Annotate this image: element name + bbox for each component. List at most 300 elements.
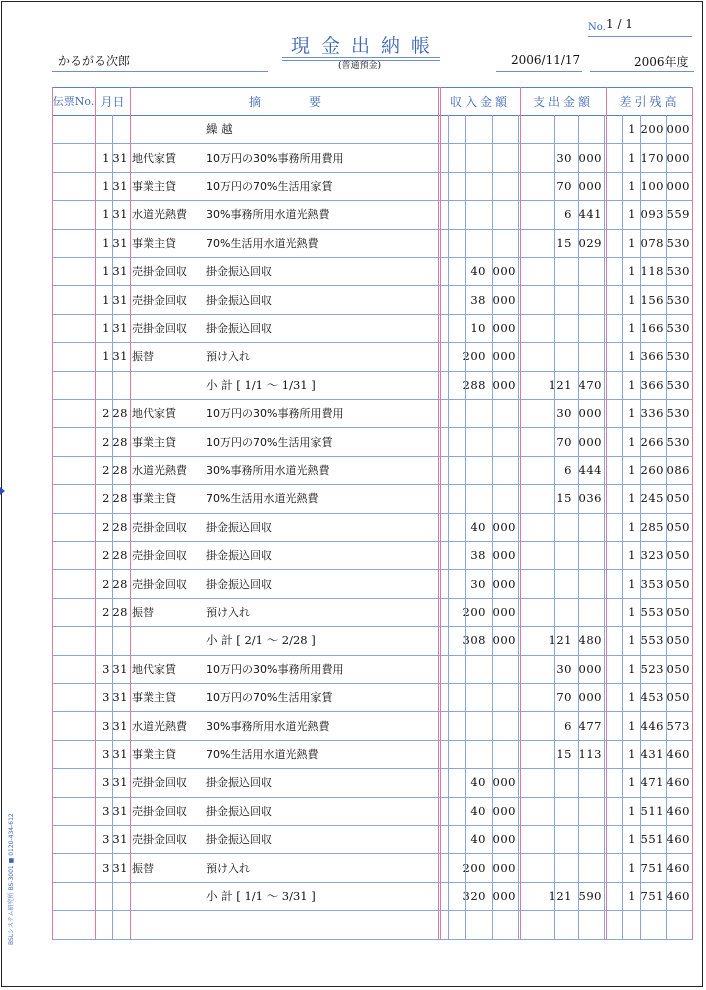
cell-inc-l bbox=[492, 484, 518, 512]
cell-bal-m: 1 bbox=[628, 888, 636, 903]
cell-m: 1 bbox=[102, 150, 110, 165]
cell-desc: 掛金振込回収 bbox=[206, 833, 272, 847]
cell-inc-l: 000 bbox=[492, 888, 516, 903]
cell-m: 3 bbox=[102, 690, 110, 705]
cell-inc-l bbox=[492, 655, 518, 683]
column-divider bbox=[578, 115, 579, 939]
row-divider bbox=[52, 882, 693, 883]
cell-bal-l: 530 bbox=[666, 377, 690, 392]
cell-d bbox=[112, 371, 130, 399]
cell-desc bbox=[206, 910, 438, 938]
cell-d: 28 bbox=[112, 462, 128, 477]
cell-account: 売掛金回収 bbox=[132, 833, 187, 847]
column-divider bbox=[440, 87, 441, 939]
row-divider bbox=[52, 314, 693, 315]
cell-desc: 繰 越 bbox=[206, 122, 233, 137]
cell-exp-h: 70 bbox=[556, 690, 572, 705]
cell-exp-h: 70 bbox=[556, 178, 572, 193]
cell-d: 31 bbox=[112, 207, 128, 222]
cell-desc: 掛金振込回収 bbox=[206, 265, 272, 279]
cell-bal-h: 751 bbox=[640, 860, 664, 875]
row-divider bbox=[52, 541, 693, 542]
cell-m: 1 bbox=[102, 349, 110, 364]
cell-inc-h: 200 bbox=[462, 349, 486, 364]
cell-bal-m: 1 bbox=[628, 633, 636, 648]
cell-desc: 小 計 [ 2/1 ～ 2/28 ] bbox=[206, 633, 316, 648]
cell-exp-l bbox=[578, 797, 604, 825]
cell-bal-m: 1 bbox=[628, 349, 636, 364]
cell-inc-h: 320 bbox=[462, 888, 486, 903]
cell-account: 水道光熱費 bbox=[132, 463, 187, 477]
row-divider bbox=[52, 257, 693, 258]
cell-inc-l: 000 bbox=[492, 320, 516, 335]
row-divider bbox=[52, 939, 693, 940]
cell-account: 振替 bbox=[132, 350, 154, 364]
cell-bal-h: 553 bbox=[640, 633, 664, 648]
row-divider bbox=[52, 569, 693, 570]
cell-exp-l bbox=[578, 257, 604, 285]
row-divider bbox=[52, 484, 693, 485]
ledger-row bbox=[52, 626, 693, 654]
column-header-summary: 摘 要 bbox=[248, 94, 321, 109]
cell-m: 2 bbox=[102, 548, 110, 563]
cell-exp-l: 480 bbox=[578, 633, 602, 648]
row-divider bbox=[52, 513, 693, 514]
cell-inc-l: 000 bbox=[492, 264, 516, 279]
cell-account: 売掛金回収 bbox=[132, 577, 187, 591]
cell-desc: 掛金振込回収 bbox=[206, 293, 272, 307]
cell-account: 売掛金回収 bbox=[132, 549, 187, 563]
cell-exp-h bbox=[520, 569, 576, 597]
cell-exp-h: 121 bbox=[548, 633, 572, 648]
cell-exp-l: 036 bbox=[578, 491, 602, 506]
ledger-row bbox=[52, 853, 693, 881]
ledger-row bbox=[52, 371, 693, 399]
cell-inc-h: 288 bbox=[462, 377, 486, 392]
cell-m: 2 bbox=[102, 434, 110, 449]
cell-inc-h: 38 bbox=[470, 292, 486, 307]
cell-bal-m: 1 bbox=[628, 860, 636, 875]
cell-exp-l: 000 bbox=[578, 434, 602, 449]
cell-exp-h: 70 bbox=[556, 434, 572, 449]
cell-bal-m: 1 bbox=[628, 150, 636, 165]
cell-inc-l: 000 bbox=[492, 576, 516, 591]
ledger-row bbox=[52, 655, 693, 683]
cell-exp-h: 30 bbox=[556, 150, 572, 165]
cell-d: 31 bbox=[112, 718, 128, 733]
cell-exp-h: 30 bbox=[556, 661, 572, 676]
cell-exp-l bbox=[578, 314, 604, 342]
cell-desc: 10万円の30%事務所用費用 bbox=[206, 407, 344, 421]
cell-bal-m: 1 bbox=[628, 548, 636, 563]
column-divider bbox=[112, 115, 113, 939]
cell-bal-l: 050 bbox=[666, 519, 690, 534]
cell-desc: 預け入れ bbox=[206, 605, 250, 619]
cell-m: 1 bbox=[102, 207, 110, 222]
column-header-balance: 差引残高 bbox=[619, 94, 680, 109]
cell-m: 2 bbox=[102, 604, 110, 619]
cell-account: 事業主貸 bbox=[132, 691, 176, 705]
cell-bal-l: 050 bbox=[666, 661, 690, 676]
cell-m bbox=[95, 115, 112, 143]
cell-m: 2 bbox=[102, 491, 110, 506]
cell-d: 31 bbox=[112, 292, 128, 307]
cell-exp-h bbox=[520, 257, 576, 285]
cell-account bbox=[132, 882, 204, 910]
cell-inc-l: 000 bbox=[492, 775, 516, 790]
row-divider bbox=[52, 143, 693, 144]
cell-inc-h: 10 bbox=[470, 320, 486, 335]
cell-bal-m: 1 bbox=[628, 661, 636, 676]
cell-desc: 10万円の30%事務所用費用 bbox=[206, 151, 344, 165]
cell-exp-h bbox=[520, 115, 576, 143]
publisher-note: BSLシステム研究所 BS-3001 ■ 0120-434-612 bbox=[8, 813, 15, 945]
cell-bal-m: 1 bbox=[628, 746, 636, 761]
cell-bal-h: 285 bbox=[640, 519, 664, 534]
ledger-row bbox=[52, 200, 693, 228]
cell-bal-h: 446 bbox=[640, 718, 664, 733]
cell-bal-h: 156 bbox=[640, 292, 664, 307]
cell-bal-h: 471 bbox=[640, 775, 664, 790]
cell-bal-m bbox=[606, 910, 640, 938]
cell-m: 1 bbox=[102, 292, 110, 307]
row-divider bbox=[52, 910, 693, 911]
cell-bal-m: 1 bbox=[628, 775, 636, 790]
row-divider bbox=[52, 285, 693, 286]
cell-bal-l: 000 bbox=[666, 122, 690, 137]
cell-exp-l bbox=[578, 768, 604, 796]
cell-d: 31 bbox=[112, 320, 128, 335]
cell-m bbox=[95, 910, 112, 938]
column-divider bbox=[52, 87, 53, 939]
cell-bal-h: 551 bbox=[640, 832, 664, 847]
row-divider bbox=[52, 427, 693, 428]
cell-m: 3 bbox=[102, 832, 110, 847]
cell-m bbox=[95, 626, 112, 654]
cell-desc: 掛金振込回収 bbox=[206, 577, 272, 591]
cell-bal-l: 573 bbox=[666, 718, 690, 733]
cell-m: 3 bbox=[102, 775, 110, 790]
ledger-row bbox=[52, 569, 693, 597]
cell-bal-m: 1 bbox=[628, 803, 636, 818]
company-underline bbox=[52, 71, 268, 72]
cell-bal-h: 093 bbox=[640, 207, 664, 222]
ledger-subtitle: (普通預金) bbox=[338, 61, 382, 71]
cell-account: 振替 bbox=[132, 605, 154, 619]
cell-d: 31 bbox=[112, 832, 128, 847]
row-divider bbox=[52, 711, 693, 712]
ledger-row bbox=[52, 711, 693, 739]
cell-exp-l bbox=[578, 513, 604, 541]
cell-m: 2 bbox=[102, 576, 110, 591]
cell-d: 28 bbox=[112, 576, 128, 591]
ledger-row bbox=[52, 115, 693, 143]
cell-d: 28 bbox=[112, 406, 128, 421]
cell-bal-h: 170 bbox=[640, 150, 664, 165]
cell-inc-h: 308 bbox=[462, 633, 486, 648]
cell-exp-l bbox=[578, 825, 604, 853]
cell-bal-h: 100 bbox=[640, 178, 664, 193]
column-divider bbox=[448, 115, 449, 939]
cell-account: 売掛金回収 bbox=[132, 265, 187, 279]
cell-bal-m: 1 bbox=[628, 576, 636, 591]
row-divider bbox=[52, 853, 693, 854]
cell-bal-m: 1 bbox=[628, 718, 636, 733]
column-divider bbox=[465, 115, 466, 939]
cell-account bbox=[132, 626, 204, 654]
cell-bal-h: 523 bbox=[640, 661, 664, 676]
cell-bal-m: 1 bbox=[628, 462, 636, 477]
cell-bal-l: 530 bbox=[666, 406, 690, 421]
cell-desc: 30%事務所用水道光熱費 bbox=[206, 719, 330, 733]
cell-inc-l bbox=[492, 143, 518, 171]
ledger-row bbox=[52, 172, 693, 200]
ledger-row bbox=[52, 683, 693, 711]
row-divider bbox=[52, 456, 693, 457]
cell-inc-l bbox=[492, 200, 518, 228]
cell-d: 31 bbox=[112, 746, 128, 761]
column-header-slip-no: 伝票No. bbox=[52, 95, 95, 108]
cell-inc-l bbox=[492, 427, 518, 455]
cell-m: 2 bbox=[102, 406, 110, 421]
cell-exp-h: 15 bbox=[556, 746, 572, 761]
ledger-row bbox=[52, 285, 693, 313]
column-divider bbox=[518, 115, 519, 939]
ledger-row bbox=[52, 314, 693, 342]
cell-desc: 掛金振込回収 bbox=[206, 776, 272, 790]
cell-bal-h: 511 bbox=[640, 803, 664, 818]
row-divider bbox=[52, 172, 693, 173]
cell-desc: 小 計 [ 1/1 ～ 1/31 ] bbox=[206, 377, 316, 392]
cell-inc-l: 000 bbox=[492, 349, 516, 364]
column-divider bbox=[492, 115, 493, 939]
cell-exp-l bbox=[578, 541, 604, 569]
cell-desc: 30%事務所用水道光熱費 bbox=[206, 463, 330, 477]
cell-inc-l bbox=[492, 711, 518, 739]
cell-m: 3 bbox=[102, 661, 110, 676]
cell-exp-l: 000 bbox=[578, 150, 602, 165]
column-divider bbox=[604, 115, 605, 939]
cell-exp-l: 000 bbox=[578, 661, 602, 676]
cell-bal-h: 431 bbox=[640, 746, 664, 761]
cell-inc-l bbox=[492, 740, 518, 768]
ledger-row bbox=[52, 740, 693, 768]
cell-bal-m: 1 bbox=[628, 377, 636, 392]
fiscal-year: 2006年度 bbox=[634, 55, 689, 69]
row-divider bbox=[52, 825, 693, 826]
cell-bal-l: 460 bbox=[666, 746, 690, 761]
cell-bal-h: 366 bbox=[640, 377, 664, 392]
cell-exp-h bbox=[520, 342, 576, 370]
row-divider bbox=[52, 740, 693, 741]
cell-desc: 70%生活用水道光熱費 bbox=[206, 747, 319, 761]
column-header-month-day: 月日 bbox=[100, 94, 125, 109]
ledger-row bbox=[52, 484, 693, 512]
page-number-label: No. bbox=[588, 22, 606, 33]
cell-inc-h: 200 bbox=[462, 860, 486, 875]
cell-exp-l bbox=[578, 910, 604, 938]
cell-bal-m: 1 bbox=[628, 434, 636, 449]
cell-account: 売掛金回収 bbox=[132, 321, 187, 335]
cell-inc-h: 38 bbox=[470, 548, 486, 563]
cell-bal-h: 336 bbox=[640, 406, 664, 421]
cell-account: 振替 bbox=[132, 861, 154, 875]
cell-desc: 預け入れ bbox=[206, 861, 250, 875]
cell-desc: 掛金振込回収 bbox=[206, 804, 272, 818]
column-divider bbox=[692, 87, 693, 939]
cell-m: 1 bbox=[102, 320, 110, 335]
ledger-row bbox=[52, 910, 693, 938]
cell-inc-l: 000 bbox=[492, 633, 516, 648]
row-divider bbox=[52, 229, 693, 230]
column-divider bbox=[606, 87, 607, 939]
cell-d bbox=[112, 882, 130, 910]
cell-d: 31 bbox=[112, 349, 128, 364]
column-divider bbox=[622, 115, 623, 939]
cell-exp-l: 000 bbox=[578, 690, 602, 705]
cell-bal-h: 453 bbox=[640, 690, 664, 705]
cell-bal-m: 1 bbox=[628, 264, 636, 279]
row-divider bbox=[52, 371, 693, 372]
cell-bal-l: 559 bbox=[666, 207, 690, 222]
cell-m: 3 bbox=[102, 718, 110, 733]
cell-inc-h: 40 bbox=[470, 519, 486, 534]
cell-bal-h: 166 bbox=[640, 320, 664, 335]
cell-desc: 小 計 [ 1/1 ～ 3/31 ] bbox=[206, 888, 316, 903]
cell-m: 2 bbox=[102, 462, 110, 477]
cell-d: 31 bbox=[112, 775, 128, 790]
cell-account: 売掛金回収 bbox=[132, 776, 187, 790]
page-number: 1 / 1 bbox=[606, 17, 633, 31]
column-header-expense: 支出金額 bbox=[532, 94, 593, 109]
cell-bal-m: 1 bbox=[628, 690, 636, 705]
cell-inc-l bbox=[492, 910, 518, 938]
cell-account bbox=[132, 115, 204, 143]
ledger-row bbox=[52, 229, 693, 257]
cell-bal-h: 366 bbox=[640, 349, 664, 364]
cell-desc: 預け入れ bbox=[206, 350, 250, 364]
row-divider bbox=[52, 342, 693, 343]
row-divider bbox=[52, 399, 693, 400]
cell-exp-h bbox=[520, 598, 576, 626]
cell-exp-h bbox=[520, 910, 576, 938]
column-divider bbox=[520, 87, 521, 939]
cell-exp-h bbox=[520, 541, 576, 569]
cell-inc-l: 000 bbox=[492, 292, 516, 307]
cell-account: 水道光熱費 bbox=[132, 719, 187, 733]
cell-d: 28 bbox=[112, 604, 128, 619]
cell-bal-l: 460 bbox=[666, 888, 690, 903]
cell-desc: 10万円の70%生活用家賃 bbox=[206, 179, 333, 193]
cell-bal-m: 1 bbox=[628, 519, 636, 534]
cell-exp-h: 6 bbox=[564, 462, 572, 477]
cell-m: 1 bbox=[102, 264, 110, 279]
cell-inc-l bbox=[492, 456, 518, 484]
cell-desc: 掛金振込回収 bbox=[206, 321, 272, 335]
cell-exp-l bbox=[578, 285, 604, 313]
column-divider bbox=[640, 115, 641, 939]
ledger-row bbox=[52, 598, 693, 626]
cell-exp-l bbox=[578, 115, 604, 143]
cell-desc: 70%生活用水道光熱費 bbox=[206, 492, 319, 506]
cell-bal-m: 1 bbox=[628, 604, 636, 619]
cell-d: 31 bbox=[112, 235, 128, 250]
cell-bal-h: 353 bbox=[640, 576, 664, 591]
cell-d: 31 bbox=[112, 661, 128, 676]
cell-exp-l: 113 bbox=[578, 746, 602, 761]
column-divider bbox=[95, 87, 96, 939]
cell-m bbox=[95, 371, 112, 399]
ledger-row bbox=[52, 399, 693, 427]
ledger-row bbox=[52, 882, 693, 910]
cell-inc-l bbox=[492, 229, 518, 257]
cell-account: 水道光熱費 bbox=[132, 208, 187, 222]
cell-inc-l: 000 bbox=[492, 604, 516, 619]
cell-exp-h: 15 bbox=[556, 235, 572, 250]
cell-account: 売掛金回収 bbox=[132, 520, 187, 534]
cell-account: 売掛金回収 bbox=[132, 293, 187, 307]
cell-account: 事業主貸 bbox=[132, 435, 176, 449]
cell-exp-h: 6 bbox=[564, 718, 572, 733]
ledger-row bbox=[52, 456, 693, 484]
cell-m bbox=[95, 882, 112, 910]
cell-bal-l: 050 bbox=[666, 548, 690, 563]
cell-exp-h bbox=[520, 314, 576, 342]
cell-inc-l: 000 bbox=[492, 832, 516, 847]
cell-bal-l: 530 bbox=[666, 434, 690, 449]
cell-desc: 10万円の70%生活用家賃 bbox=[206, 435, 333, 449]
cell-bal-m: 1 bbox=[628, 122, 636, 137]
date-underline bbox=[496, 71, 582, 72]
cell-exp-h bbox=[520, 768, 576, 796]
cell-desc: 30%事務所用水道光熱費 bbox=[206, 208, 330, 222]
cell-inc-h: 40 bbox=[470, 264, 486, 279]
cell-desc: 10万円の70%生活用家賃 bbox=[206, 691, 333, 705]
cell-bal-h: 323 bbox=[640, 548, 664, 563]
ledger-row bbox=[52, 427, 693, 455]
cell-bal-l: 530 bbox=[666, 292, 690, 307]
cell-m: 1 bbox=[102, 235, 110, 250]
row-divider bbox=[52, 200, 693, 201]
cell-d: 28 bbox=[112, 519, 128, 534]
cell-desc: 10万円の30%事務所用費用 bbox=[206, 662, 344, 676]
row-marker-icon bbox=[0, 487, 5, 495]
ledger-row bbox=[52, 541, 693, 569]
cell-exp-h: 30 bbox=[556, 406, 572, 421]
cell-bal-l: 000 bbox=[666, 178, 690, 193]
cell-account: 地代家賃 bbox=[132, 151, 176, 165]
cell-account: 事業主貸 bbox=[132, 747, 176, 761]
cell-exp-h bbox=[520, 513, 576, 541]
cell-d: 31 bbox=[112, 803, 128, 818]
cell-account: 地代家賃 bbox=[132, 407, 176, 421]
cell-account: 売掛金回収 bbox=[132, 804, 187, 818]
column-divider bbox=[438, 87, 439, 939]
cell-bal-l: 530 bbox=[666, 349, 690, 364]
cell-exp-l: 029 bbox=[578, 235, 602, 250]
cell-bal-h: 553 bbox=[640, 604, 664, 619]
cell-exp-h bbox=[520, 797, 576, 825]
cell-bal-l: 050 bbox=[666, 690, 690, 705]
cell-inc-l: 000 bbox=[492, 803, 516, 818]
cell-account bbox=[132, 371, 204, 399]
cell-bal-h: 751 bbox=[640, 888, 664, 903]
cell-d: 31 bbox=[112, 860, 128, 875]
cell-exp-l: 470 bbox=[578, 377, 602, 392]
cell-inc-h: 30 bbox=[470, 576, 486, 591]
cell-exp-l bbox=[578, 569, 604, 597]
cell-inc-l bbox=[492, 115, 518, 143]
